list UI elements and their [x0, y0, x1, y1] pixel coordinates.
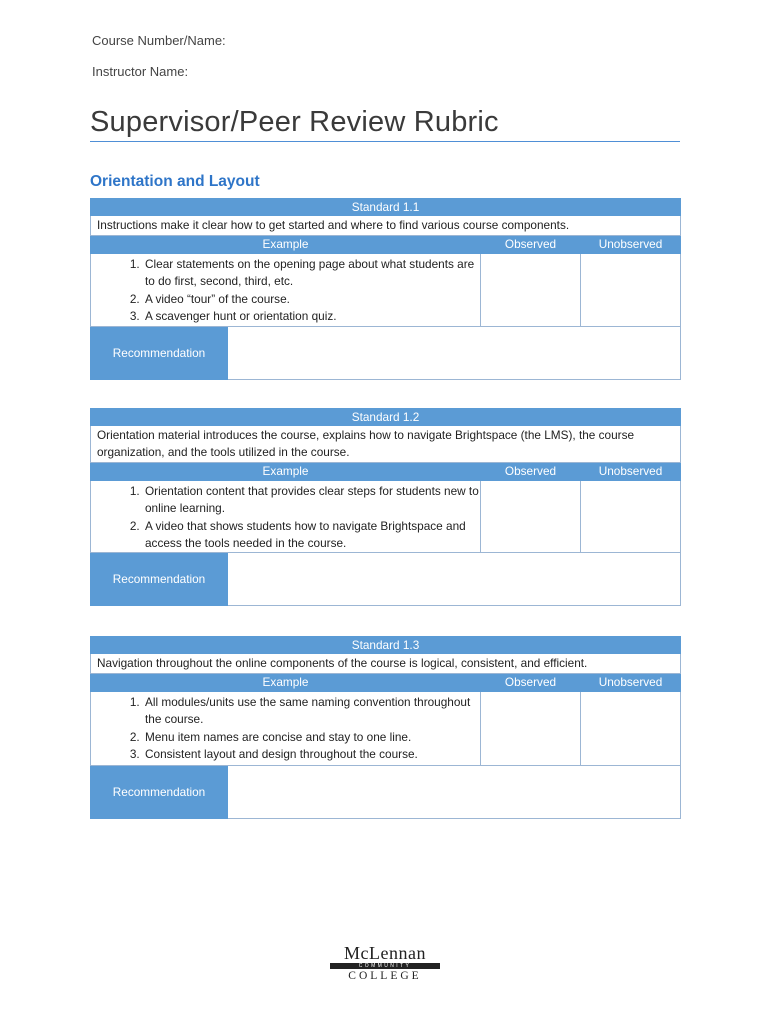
observed-column-header: Observed — [481, 463, 581, 481]
examples-list — [91, 256, 480, 325]
observed-cell[interactable] — [481, 692, 581, 766]
standard-title: Standard 1.1 — [91, 199, 681, 216]
observed-cell[interactable] — [481, 254, 581, 327]
examples-list — [91, 694, 480, 763]
examples-cell — [91, 481, 481, 553]
example-item: 1. Clear statements on the opening page about what students are to do first, second, third, etc. — [143, 256, 480, 290]
examples-cell — [91, 254, 481, 327]
recommendation-field[interactable] — [228, 326, 681, 379]
example-item: 1. All modules/units use the same naming convention throughout the course. — [143, 694, 480, 728]
examples-cell — [91, 692, 481, 766]
course-number-label: Course Number/Name: — [92, 33, 226, 48]
standard-title: Standard 1.2 — [91, 409, 681, 426]
logo-band — [330, 963, 440, 969]
example-item: 1. Orientation content that provides clear steps for students new to online learning. — [143, 483, 480, 517]
standard-description: Orientation material introduces the course, explains how to navigate Brightspace (the LMS), the course organization, and the tools utilized in the course. — [91, 426, 681, 463]
unobserved-cell[interactable] — [581, 692, 681, 766]
unobserved-cell[interactable] — [581, 254, 681, 327]
unobserved-column-header: Unobserved — [581, 236, 681, 254]
recommendation-field[interactable] — [228, 766, 681, 819]
recommendation-label: Recommendation — [91, 766, 228, 819]
example-item: 2. Menu item names are concise and stay to one line. — [143, 729, 480, 746]
recommendation-field[interactable] — [228, 553, 681, 606]
standard-description: Instructions make it clear how to get started and where to find various course components. — [91, 216, 681, 236]
observed-column-header: Observed — [481, 674, 581, 692]
example-item: 2. A video “tour” of the course. — [143, 291, 480, 308]
examples-list — [91, 483, 480, 552]
standard-1-2-table — [90, 408, 680, 606]
observed-column-header: Observed — [481, 236, 581, 254]
example-column-header: Example — [91, 463, 481, 481]
example-column-header: Example — [91, 674, 481, 692]
unobserved-column-header: Unobserved — [581, 463, 681, 481]
page-title: Supervisor/Peer Review Rubric — [90, 106, 680, 142]
instructor-name-label: Instructor Name: — [92, 64, 189, 79]
logo-college: COLLEGE — [348, 970, 422, 982]
logo-name: McLennan — [344, 943, 426, 963]
logo-band-text: COMMUNITY — [358, 963, 412, 969]
example-item: 3. Consistent layout and design throughout the course. — [143, 746, 480, 763]
standard-title: Standard 1.3 — [91, 637, 681, 654]
standard-description: Navigation throughout the online components of the course is logical, consistent, and efficient. — [91, 654, 681, 674]
example-item: 2. A video that shows students how to navigate Brightspace and access the tools needed in the course. — [143, 518, 480, 552]
example-column-header: Example — [91, 236, 481, 254]
standard-1-1-table — [90, 198, 680, 380]
unobserved-column-header: Unobserved — [581, 674, 681, 692]
example-item: 3. A scavenger hunt or orientation quiz. — [143, 308, 480, 325]
standard-1-3-table — [90, 636, 680, 819]
observed-cell[interactable] — [481, 481, 581, 553]
section-heading: Orientation and Layout — [90, 173, 260, 190]
unobserved-cell[interactable] — [581, 481, 681, 553]
college-logo — [330, 944, 440, 980]
recommendation-label: Recommendation — [91, 326, 228, 379]
recommendation-label: Recommendation — [91, 553, 228, 606]
